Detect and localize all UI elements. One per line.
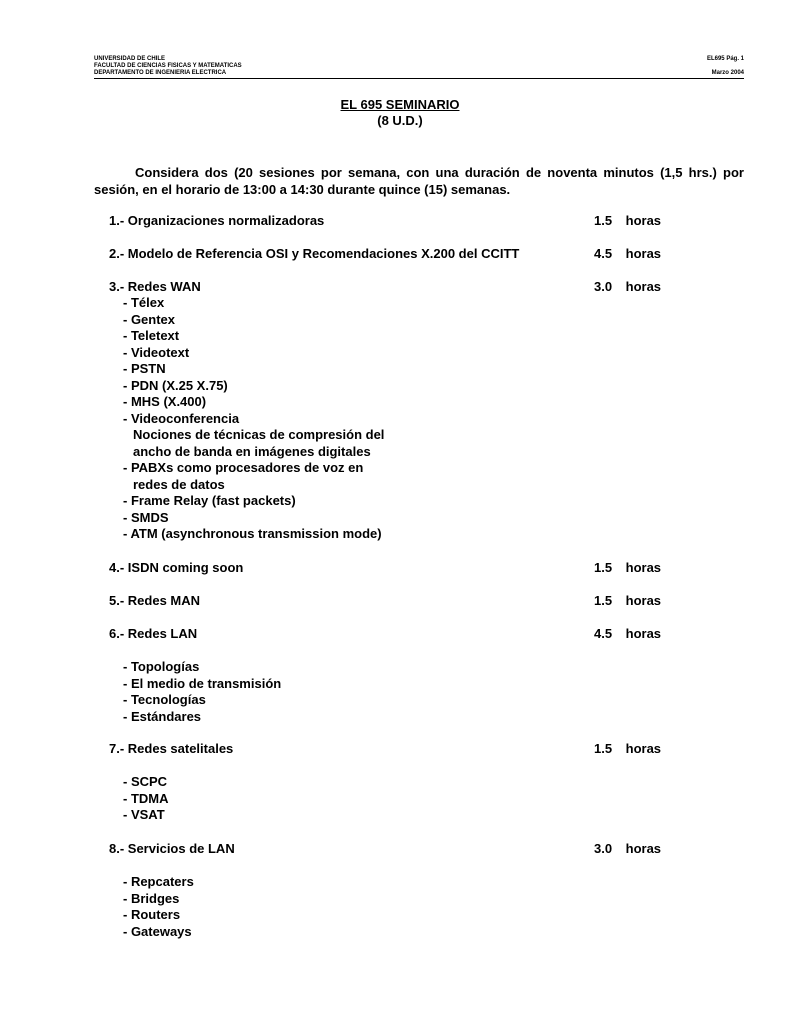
- list-item-continuation: ancho de banda en imágenes digitales: [133, 443, 371, 459]
- institution-header: [94, 56, 242, 77]
- list-item: - Frame Relay (fast packets): [123, 493, 296, 508]
- topic-label: 2.- Modelo de Referencia OSI y Recomendaciones X.200 del CCITT: [109, 246, 520, 261]
- list-item: - Routers: [123, 907, 181, 922]
- topic-label: 8.- Servicios de LAN: [109, 841, 235, 856]
- list-item: - Repcaters: [123, 874, 194, 889]
- list-item: - Gentex: [123, 311, 176, 327]
- list-item: - TDMA: [123, 790, 169, 806]
- course-units: (8 U.D.): [377, 113, 423, 128]
- list-item-continuation: Nociones de técnicas de compresión del: [133, 427, 385, 442]
- list-item: - Gateways: [123, 923, 192, 939]
- topic-label: 4.- ISDN coming soon: [109, 560, 244, 575]
- topic-hours: 1.5 horas: [594, 213, 662, 228]
- course-title: EL 695 SEMINARIO: [340, 97, 460, 112]
- list-item: - VSAT: [123, 807, 165, 822]
- topic-hours: 1.5 horas: [594, 560, 662, 575]
- list-item-continuation: redes de datos: [133, 476, 225, 492]
- topic-hours: 1.5 horas: [594, 593, 662, 608]
- topic-label: 7.- Redes satelitales: [109, 741, 234, 756]
- list-item: - SCPC: [123, 774, 168, 789]
- lan-services-sublist: [123, 874, 194, 940]
- list-item: - SMDS: [123, 509, 169, 525]
- page-reference: [707, 56, 744, 77]
- document-date: Marzo 2004: [711, 70, 744, 76]
- department-name: DEPARTAMENTO DE INGENIERIA ELECTRICA: [94, 70, 227, 76]
- list-item: - PDN (X.25 X.75): [123, 377, 228, 393]
- topic-hours: 3.0 horas: [594, 841, 662, 856]
- topic-label: 3.- Redes WAN: [109, 279, 201, 294]
- topic-hours: 4.5 horas: [594, 626, 662, 641]
- header-divider: [94, 78, 744, 79]
- list-item: - ATM (asynchronous transmission mode): [123, 526, 382, 541]
- list-item: - PSTN: [123, 361, 166, 376]
- list-item: - PABXs como procesadores de voz en: [123, 460, 364, 475]
- university-name: UNIVERSIDAD DE CHILE: [94, 56, 166, 62]
- topic-hours: 4.5 horas: [594, 246, 662, 261]
- list-item: - Videoconferencia: [123, 410, 240, 426]
- list-item: - El medio de transmisión: [123, 675, 282, 691]
- list-item: - MHS (X.400): [123, 394, 207, 409]
- list-item: - Topologías: [123, 659, 200, 674]
- course-page-number: EL695 Pág. 1: [706, 56, 744, 62]
- topic-label: 1.- Organizaciones normalizadoras: [109, 213, 325, 228]
- list-item: - Bridges: [123, 890, 180, 906]
- list-item: - Tecnologías: [123, 692, 206, 707]
- document-title: [0, 97, 800, 129]
- intro-paragraph: Considera dos (20 sesiones por semana, con una duración de noventa minutos (1,5 hrs.) por sesión, en el horario de 13:00 a 14:30 durante quince (15) semanas.: [94, 165, 744, 197]
- list-item: - Teletext: [123, 328, 180, 343]
- list-item: - Télex: [123, 295, 165, 310]
- satellite-sublist: [123, 774, 169, 824]
- list-item: - Videotext: [123, 344, 190, 360]
- wan-sublist: [123, 295, 384, 543]
- topic-hours: 1.5 horas: [594, 741, 662, 756]
- list-item: - Estándares: [123, 708, 202, 724]
- lan-sublist: [123, 659, 281, 725]
- faculty-name: FACULTAD DE CIENCIAS FISICAS Y MATEMATICAS: [94, 63, 242, 69]
- topic-hours: 3.0 horas: [594, 279, 662, 294]
- topic-label: 6.- Redes LAN: [109, 626, 198, 641]
- topic-label: 5.- Redes MAN: [109, 593, 201, 608]
